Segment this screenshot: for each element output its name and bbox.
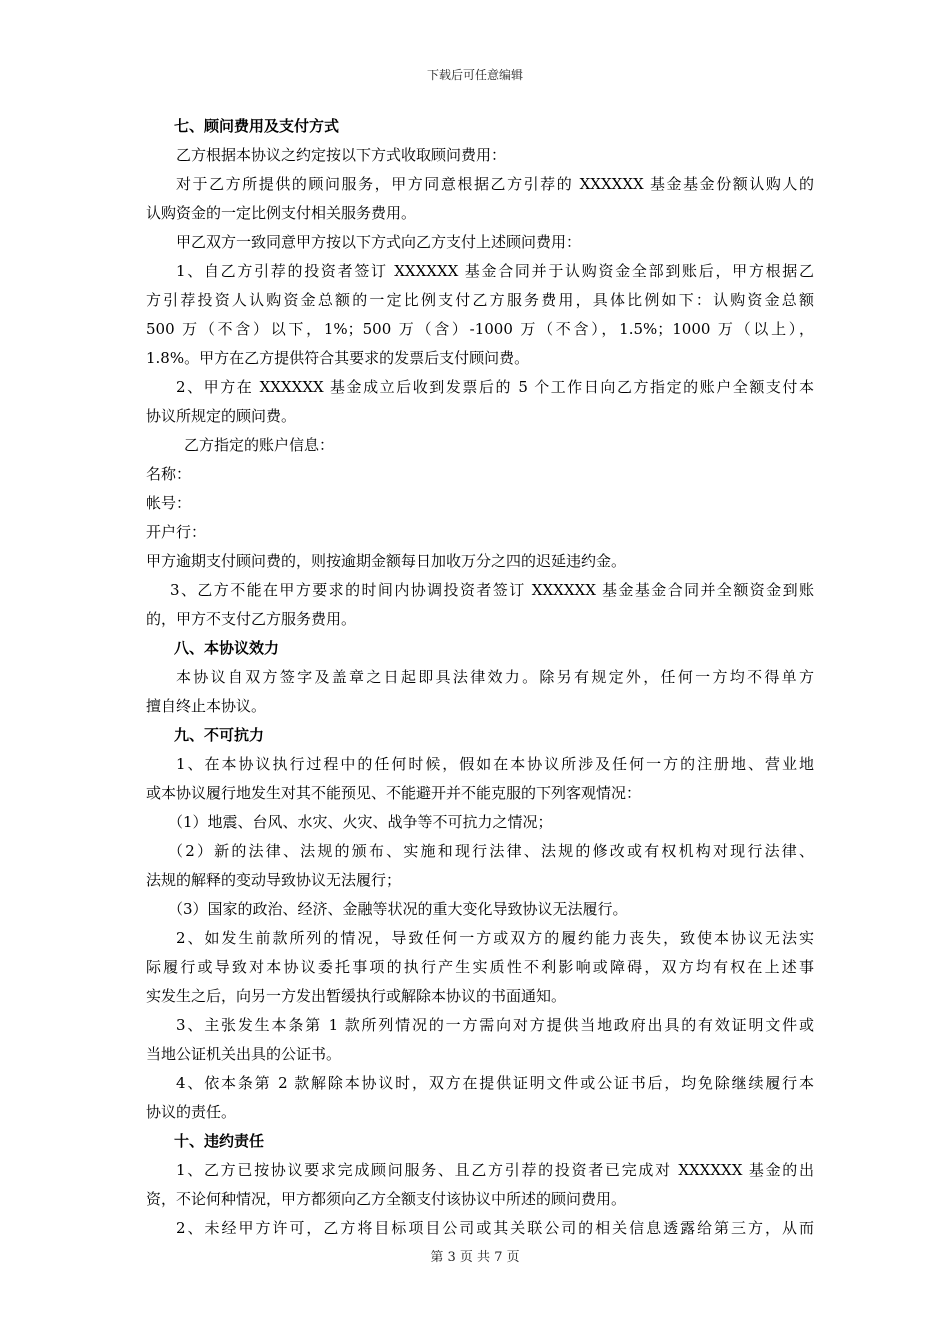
text-line: 帐号： [146, 494, 192, 512]
page-header: 下载后可任意编辑 [426, 68, 523, 82]
text-line: 1、在本协议执行过程中的任何时候，假如在本协议所涉及任何一方的注册地、营业地 [176, 755, 814, 773]
text-line: （1）地震、台风、水灾、火灾、战争等不可抗力之情况； [168, 813, 553, 831]
text-line: 2、未经甲方许可，乙方将目标项目公司或其关联公司的相关信息透露给第三方，从而 [176, 1219, 814, 1237]
text-line: 名称： [146, 465, 192, 483]
section-heading: 七、顾问费用及支付方式 [174, 117, 340, 135]
section-heading: 九、不可抗力 [174, 726, 265, 744]
text-line: 1、乙方已按协议要求完成顾问服务、且乙方引荐的投资者已完成对 XXXXXX 基金的出 [176, 1161, 814, 1179]
text-line: 甲方逾期支付顾问费的，则按逾期金额每日加收万分之四的迟延违约金。 [146, 552, 627, 570]
text-line: 的，甲方不支付乙方服务费用。 [146, 610, 357, 628]
text-line: 际履行或导致对本协议委托事项的执行产生实质性不利影响或障碍，双方均有权在上述事 [146, 958, 814, 976]
text-line: 2、如发生前款所列的情况，导致任何一方或双方的履约能力丧失，致使本协议无法实 [176, 929, 814, 947]
text-line: 1、自乙方引荐的投资者签订 XXXXXX 基金合同并于认购资金全部到账后，甲方根据乙 [176, 262, 814, 280]
section-heading: 八、本协议效力 [174, 639, 280, 657]
text-line: 协议所规定的顾问费。 [146, 407, 297, 425]
document-body [146, 112, 814, 1243]
text-line: 乙方指定的账户信息： [184, 436, 335, 454]
text-line: 4、依本条第 2 款解除本协议时，双方在提供证明文件或公证书后，均免除继续履行本 [176, 1074, 814, 1092]
text-line: 资，不论何种情况，甲方都须向乙方全额支付该协议中所述的顾问费用。 [146, 1190, 627, 1208]
text-line: （3）国家的政治、经济、金融等状况的重大变化导致协议无法履行。 [168, 900, 628, 918]
text-line: 3、乙方不能在甲方要求的时间内协调投资者签订 XXXXXX 基金基金合同并全额资金到账 [170, 581, 814, 599]
text-line: 对于乙方所提供的顾问服务，甲方同意根据乙方引荐的 XXXXXX 基金基金份额认购人的 [176, 175, 814, 193]
text-line: 500 万（不含）以下，1%；500 万（含）-1000 万（不含），1.5%；1000 万（以上）， [146, 320, 814, 338]
text-line: 擅自终止本协议。 [146, 697, 267, 715]
text-line: 乙方根据本协议之约定按以下方式收取顾问费用： [176, 146, 507, 164]
section-heading: 十、违约责任 [174, 1132, 265, 1150]
text-line: 法规的解释的变动导致协议无法履行； [146, 871, 402, 889]
text-line: 协议的责任。 [146, 1103, 237, 1121]
text-line: 或本协议履行地发生对其不能预见、不能避开并不能克服的下列客观情况： [146, 784, 642, 802]
text-line: 实发生之后，向另一方发出暂缓执行或解除本协议的书面通知。 [146, 987, 567, 1005]
text-line: 2、甲方在 XXXXXX 基金成立后收到发票后的 5 个工作日向乙方指定的账户全额支付本 [176, 378, 814, 396]
text-line: 开户行： [146, 523, 207, 541]
text-line: 当地公证机关出具的公证书。 [146, 1045, 342, 1063]
text-line: 甲乙双方一致同意甲方按以下方式向乙方支付上述顾问费用： [176, 233, 582, 251]
text-line: 认购资金的一定比例支付相关服务费用。 [146, 204, 417, 222]
text-line: 方引荐投资人认购资金总额的一定比例支付乙方服务费用，具体比例如下：认购资金总额 [146, 291, 814, 309]
text-line: （2）新的法律、法规的颁布、实施和现行法律、法规的修改或有权机构对现行法律、 [168, 842, 814, 860]
text-line: 3、主张发生本条第 1 款所列情况的一方需向对方提供当地政府出具的有效证明文件或 [176, 1016, 814, 1034]
text-line: 1.8%。甲方在乙方提供符合其要求的发票后支付顾问费。 [146, 349, 530, 367]
text-line: 本协议自双方签字及盖章之日起即具法律效力。除另有规定外，任何一方均不得单方 [176, 668, 814, 686]
page-footer: 第 3 页 共 7 页 [430, 1250, 520, 1265]
